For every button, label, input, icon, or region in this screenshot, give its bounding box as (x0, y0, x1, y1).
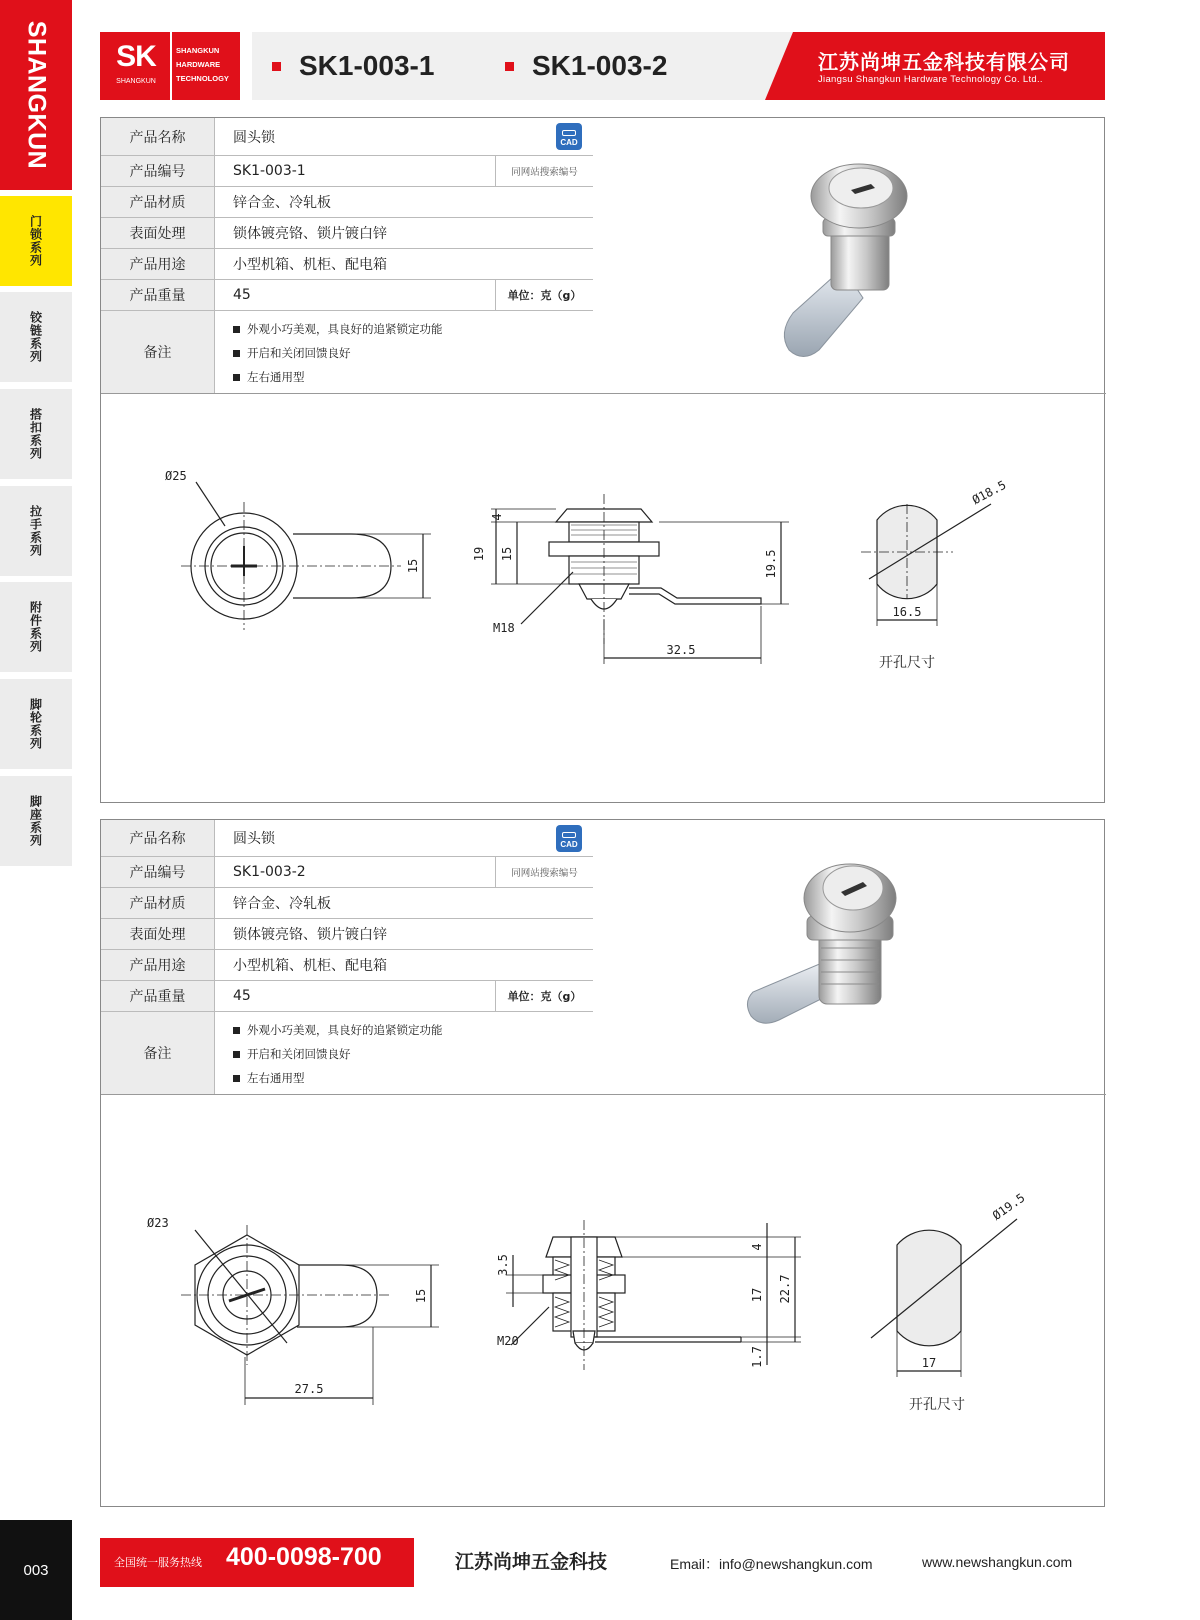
dim-side-19: 19 (472, 546, 486, 562)
remarks-list (233, 317, 443, 389)
dim-side-15: 15 (500, 546, 514, 562)
spec-value: SK1-003-1 (233, 163, 306, 179)
cad-icon-text: CAD (560, 840, 578, 849)
sidebar-item-hasps[interactable] (0, 389, 72, 479)
spec-label: 产品编号 (101, 156, 215, 186)
remark-text: 左右通用型 (247, 1071, 305, 1085)
dim-cutout-diameter: Ø18.5 (969, 477, 1009, 508)
page-number: 003 (0, 1520, 72, 1620)
sidebar-item-label: 脚座系列 (28, 795, 43, 847)
product-photo-2 (593, 820, 1106, 1094)
weight-unit: 单位：克（g） (495, 981, 593, 1011)
technical-drawing-2 (101, 1094, 1106, 1506)
spec-row-weight (101, 280, 593, 311)
spec-row-usage (101, 950, 593, 981)
sidebar-item-label: 附件系列 (28, 601, 43, 653)
spec-value: SK1-003-2 (233, 864, 306, 880)
product-photo-1 (593, 118, 1106, 393)
bullet-icon (233, 374, 240, 381)
dim-side-17: 17 (750, 1287, 764, 1303)
bullet-icon (233, 1051, 240, 1058)
spec-label: 产品重量 (101, 280, 215, 310)
cutout-view (861, 478, 1008, 671)
sidebar-item-label: 脚轮系列 (28, 698, 43, 750)
remark-text: 开启和关闭回馈良好 (247, 346, 351, 360)
drawing-svg (101, 1095, 1106, 1507)
search-code-note: 同网站搜索编号 (495, 156, 593, 186)
spec-row-name (101, 820, 593, 857)
company-name-en: Jiangsu Shangkun Hardware Technology Co. Ltd.. (818, 74, 1043, 85)
remark-text: 左右通用型 (247, 370, 305, 384)
spec-row-surface (101, 218, 593, 249)
search-code-note: 同网站搜索编号 (495, 857, 593, 887)
bullet-icon (233, 1027, 240, 1034)
spec-row-name (101, 118, 593, 156)
bullet-icon (233, 326, 240, 333)
remark-text: 开启和关闭回馈良好 (247, 1047, 351, 1061)
logo-line: TECHNOLOGY (176, 74, 229, 83)
bullet-square-icon (272, 62, 281, 71)
spec-value: 45 (233, 287, 251, 303)
dim-side-19-5: 19.5 (764, 549, 778, 579)
brand-vertical-text: SHANGKUN (22, 20, 51, 170)
sidebar-item-door-locks[interactable] (0, 196, 72, 286)
product-panel-1 (100, 117, 1105, 803)
remark-text: 外观小巧美观，具良好的追紧锁定功能 (247, 322, 443, 336)
remark-item (233, 365, 443, 389)
sidebar-item-label: 铰链系列 (28, 311, 43, 363)
spec-label: 备注 (101, 1012, 215, 1094)
dim-side-1-7: 1.7 (750, 1346, 764, 1368)
cutout-size-label: 开孔尺寸 (909, 1397, 965, 1413)
dim-side-top: 4 (490, 513, 504, 521)
spec-value: 圆头锁 (233, 129, 275, 146)
spec-label: 备注 (101, 311, 215, 393)
spec-row-code (101, 857, 593, 888)
spec-row-remarks (101, 1012, 593, 1094)
dim-thread: M18 (493, 621, 515, 635)
model-code: SK1-003-1 (299, 50, 435, 81)
product-panel-2 (100, 819, 1105, 1507)
dim-thread: M20 (497, 1334, 519, 1348)
spec-label: 产品名称 (101, 118, 215, 155)
side-view (496, 1220, 801, 1370)
spec-row-weight (101, 981, 593, 1012)
dim-side-4: 4 (750, 1243, 764, 1251)
footer-company: 江苏尚坤五金科技 (455, 1551, 608, 1573)
spec-label: 产品编号 (101, 857, 215, 887)
spec-label: 产品材质 (101, 888, 215, 918)
dim-cutout-width: 17 (921, 1356, 937, 1370)
model-code: SK1-003-2 (532, 50, 668, 81)
remark-text: 外观小巧美观，具良好的追紧锁定功能 (247, 1023, 443, 1037)
hotline-label: 全国统一服务热线 (114, 1556, 202, 1569)
dim-cutout-width: 16.5 (892, 605, 922, 619)
spec-value: 小型机箱、机柜、配电箱 (233, 257, 387, 273)
sidebar (0, 0, 72, 1620)
spec-value: 圆头锁 (233, 831, 275, 847)
cad-file-icon[interactable] (556, 123, 582, 150)
spec-table (101, 820, 593, 1094)
dim-front-height: 15 (414, 1288, 428, 1304)
spec-value: 锁体镀亮铬、锁片镀白锌 (233, 226, 387, 242)
brand-strip (0, 0, 72, 190)
spec-row-material (101, 187, 593, 218)
spec-row-remarks (101, 311, 593, 393)
logo-line: SHANGKUN (176, 46, 220, 55)
spec-value: 小型机箱、机柜、配电箱 (233, 958, 387, 974)
sidebar-item-label: 门锁系列 (28, 215, 43, 267)
dim-front-diameter: Ø25 (165, 469, 187, 483)
spec-label: 产品用途 (101, 249, 215, 279)
sidebar-item-label: 搭扣系列 (28, 408, 43, 460)
dim-front-diameter: Ø23 (147, 1216, 169, 1230)
technical-drawing-1 (101, 393, 1106, 802)
company-name-cn: 江苏尚坤五金科技有限公司 (818, 50, 1070, 74)
spec-label: 产品用途 (101, 950, 215, 980)
model-title-1 (272, 50, 434, 82)
remark-item (233, 1042, 443, 1066)
bullet-icon (233, 1075, 240, 1082)
bullet-icon (233, 350, 240, 357)
logo-tagline (176, 44, 238, 86)
side-view (472, 494, 789, 664)
spec-row-usage (101, 249, 593, 280)
dim-side-22-7: 22.7 (778, 1274, 792, 1304)
model-title-2 (505, 50, 667, 82)
dim-side-3-5: 3.5 (496, 1254, 510, 1276)
remark-item (233, 317, 443, 341)
cad-icon-shape (562, 832, 576, 838)
sidebar-item-accessories[interactable] (0, 582, 72, 672)
spec-label: 产品重量 (101, 981, 215, 1011)
remarks-list (233, 1018, 443, 1090)
footer-email[interactable]: Email：info@newshangkun.com (670, 1556, 873, 1572)
cam-lock-photo-icon (593, 820, 1106, 1094)
remark-item (233, 341, 443, 365)
spec-value: 锌合金、冷轧板 (233, 896, 331, 912)
spec-label: 产品材质 (101, 187, 215, 217)
spec-row-surface (101, 919, 593, 950)
cam-lock-photo-icon (593, 118, 1106, 393)
company-logo (100, 32, 240, 100)
footer-website[interactable]: www.newshangkun.com (922, 1554, 1073, 1570)
sidebar-item-handles[interactable] (0, 486, 72, 576)
front-view (147, 1216, 439, 1405)
cutout-view (871, 1191, 1028, 1413)
logo-line: HARDWARE (176, 60, 221, 69)
sidebar-item-label: 拉手系列 (28, 505, 43, 557)
logo-divider (170, 32, 172, 100)
spec-label: 产品名称 (101, 820, 215, 856)
drawing-svg (101, 394, 1106, 803)
remark-item (233, 1066, 443, 1090)
dim-cam-length: 32.5 (666, 643, 696, 657)
dim-cam-length: 27.5 (294, 1382, 324, 1396)
spec-value: 45 (233, 988, 251, 1004)
spec-label: 表面处理 (101, 919, 215, 949)
spec-label: 表面处理 (101, 218, 215, 248)
spec-row-code (101, 156, 593, 187)
spec-table (101, 118, 593, 393)
bullet-square-icon (505, 62, 514, 71)
weight-unit: 单位：克（g） (495, 280, 593, 310)
logo-mark: SK (116, 40, 156, 73)
spec-value: 锁体镀亮铬、锁片镀白锌 (233, 927, 387, 943)
cad-icon-shape (562, 130, 576, 136)
front-view (165, 469, 431, 630)
cad-icon-text: CAD (560, 138, 578, 147)
sidebar-item-casters[interactable] (0, 679, 72, 769)
dim-front-height: 15 (406, 558, 420, 574)
dim-cutout-diameter: Ø19.5 (989, 1190, 1028, 1223)
hotline-number[interactable]: 400-0098-700 (226, 1543, 382, 1571)
sidebar-item-feet[interactable] (0, 776, 72, 866)
spec-value: 锌合金、冷轧板 (233, 195, 331, 211)
spec-row-material (101, 888, 593, 919)
cad-file-icon[interactable] (556, 825, 582, 852)
sidebar-item-hinges[interactable] (0, 292, 72, 382)
remark-item (233, 1018, 443, 1042)
logo-subtext: SHANGKUN (116, 78, 156, 85)
cutout-size-label: 开孔尺寸 (879, 655, 935, 671)
